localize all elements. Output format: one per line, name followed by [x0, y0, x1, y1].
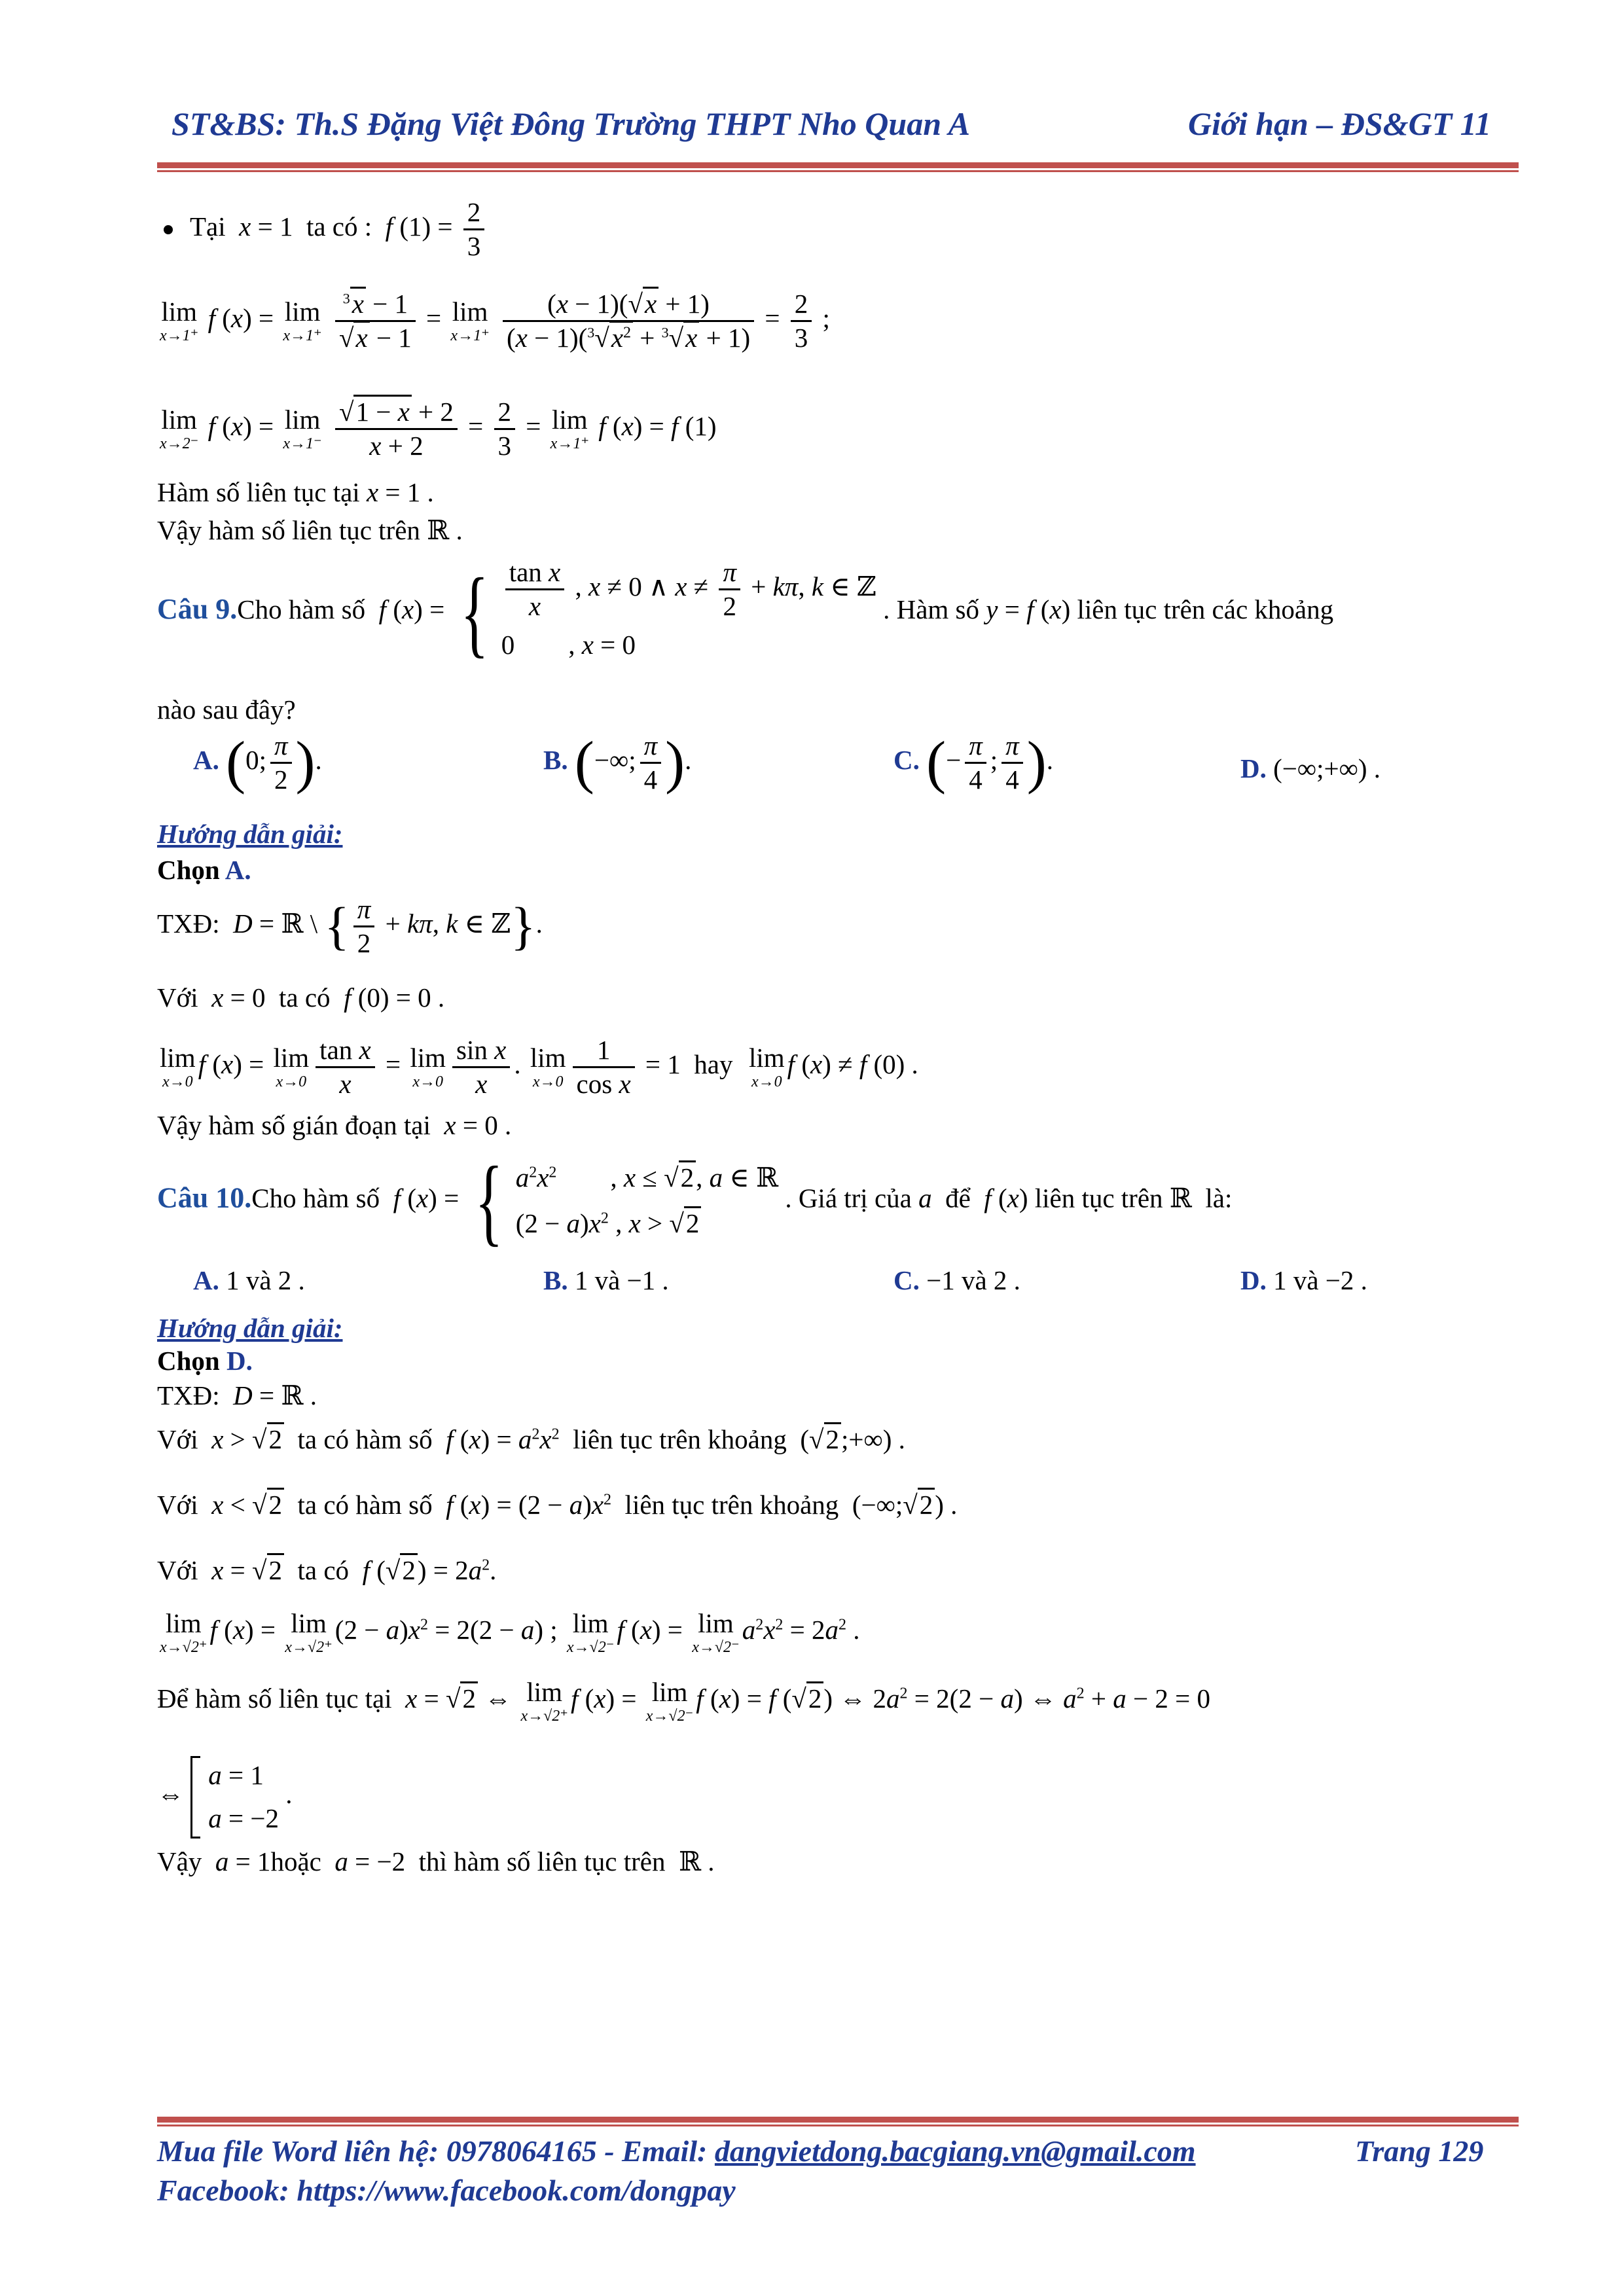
q10-option-c[interactable]: C. −1 và 2 .	[893, 1265, 1020, 1295]
q10-option-b[interactable]: B. 1 và −1 .	[543, 1265, 669, 1295]
footer-rule-thin	[157, 2125, 1519, 2126]
q9-option-b[interactable]: B. (−∞; $\frac{\pi}{4}$ ).	[543, 730, 692, 795]
footer-facebook[interactable]: Facebook: https://www.facebook.com/dongpay	[157, 2174, 736, 2207]
q9-limit: lim x→0 f (x) = lim x→0 $\frac{\text{tan x}}{x}$ = lim x→0 $\frac{\text{sin x}}{x}$ . lim x→0 $\frac{1}{\text{cos x}}$ = 1 hay lim x→0 f (x) ≠ f (0) .	[160, 1035, 918, 1100]
q9-domain: TXĐ: D = ℝ \ { $\frac{\pi}{2}$ + kπ, k ∈ ℤ}.	[157, 894, 543, 959]
line-lien-tuc-tai-1: Hàm số liên tục tại x = 1 .	[157, 477, 434, 507]
footer-email-link[interactable]: dangvietdong.bacgiang.vn@gmail.com	[714, 2134, 1196, 2168]
header-rule	[157, 162, 1519, 168]
limit-right-1: lim x→1⁺ f (x) = lim x→1⁺ $\frac{^3x - 1}{√x - 1}$ = lim x→1⁺ $\frac{(x - 1)(√x + 1)}{(x - 1)(^3√x^2 + ^3√x + 1)}$ = $\frac{2}{3}$ ;	[157, 288, 830, 354]
q9-conclusion: Vậy hàm số gián đoạn tại x = 0 .	[157, 1110, 512, 1140]
q9-choice: Chọn A.	[157, 855, 251, 885]
footer-page-number: Trang 129	[1355, 2134, 1484, 2168]
q10-case-equal: Với x = √2 ta có f $(√2) = 2a^2$.	[157, 1554, 496, 1586]
q10-solutions: ⇔ a = 1 a = −2 .	[157, 1754, 293, 1840]
line-tai-x1: Tại x = 1 ta có : f (1) = $\frac{2}{3}$	[164, 196, 488, 262]
q10-choice: Chọn D.	[157, 1346, 253, 1376]
q10-domain: TXĐ: D = ℝ .	[157, 1380, 317, 1410]
q10-case-greater: Với x > √2 ta có hàm số f $(x) = a^2x^2$ liên tục trên khoảng (√2;+∞) .	[157, 1424, 905, 1455]
footer-rule	[157, 2117, 1519, 2123]
q10-condition: Để hàm số liên tục tại x = √2 ⇔ lim x→√2⁺ f (x) = lim x→√2⁻ f (x) = f (√2) ⇔ $2a^2 = 2(2 - a)$ ⇔ $a^2 + a - 2 = 0$	[157, 1677, 1210, 1725]
q10-conclusion: Vậy a = 1hoặc a = −2 thì hàm số liên tục trên ℝ .	[157, 1846, 715, 1876]
question-9-cont: nào sau đây?	[157, 694, 296, 725]
q9-option-a[interactable]: A. (0; $\frac{\pi}{2}$ ).	[193, 730, 322, 795]
q10-limits: lim x→√2⁺ f (x) = lim x→√2⁺ $(2 - a)x^2 = 2(2 - a)$ ; lim x→√2⁻ f (x) = lim x→√2⁻ $a^2x^2 = 2a^2$ .	[160, 1608, 860, 1656]
q9-solution-heading: Hướng dẫn giải:	[157, 819, 343, 849]
q9-f0: Với x = 0 ta có f (0) = 0 .	[157, 982, 445, 1013]
footer-contact: Mua file Word liên hệ: 0978064165 - Email: dangvietdong.bacgiang.vn@gmail.com	[157, 2134, 1196, 2168]
limit-left-1: lim x→2⁻ f (x) = lim x→1⁻ $\frac{√1 - x + 2}{x + 2}$ = $\frac{2}{3}$ = lim x→1⁺ f (x) = f (1)	[157, 396, 717, 462]
header-left: ST&BS: Th.S Đặng Việt Đông Trường THPT Nho Quan A	[171, 105, 970, 142]
header-right: Giới hạn – ĐS&GT 11	[1188, 105, 1492, 142]
q10-solution-heading: Hướng dẫn giải:	[157, 1313, 343, 1343]
q9-option-c[interactable]: C. (− $\frac{\pi}{4}$ ; $\frac{\pi}{4}$ ).	[893, 730, 1053, 795]
line-vay-lien-tuc: Vậy hàm số liên tục trên ℝ .	[157, 515, 463, 545]
q10-case-less: Với x < √2 ta có hàm số f $(x) = (2 - a)x^2$ liên tục trên khoảng (−∞;√2) .	[157, 1489, 957, 1520]
q10-option-d[interactable]: D. 1 và −2 .	[1240, 1265, 1367, 1295]
header-rule-thin	[157, 170, 1519, 172]
question-10: Câu 10.Cho hàm số f (x) = { $a^2x^2$ , x ≤ √2, a ∈ ℝ $(2 - a)x^2$ , x > √2 . Giá trị của a để f (x) liên tục trên ℝ là:	[157, 1147, 1233, 1255]
q10-option-a[interactable]: A. 1 và 2 .	[193, 1265, 305, 1295]
question-9: Câu 9.Cho hàm số f (x) = { $\frac{\text{tan x}}{x}$ , x ≠ 0 ∧ x ≠ $\frac{\pi}{2}$ + kπ, k ∈ ℤ 0 , x = 0 . Hàm số y = f (x) liên tục trên các khoảng	[157, 557, 1334, 667]
q9-option-d[interactable]: D. (−∞;+∞) .	[1240, 753, 1381, 783]
bullet-icon	[164, 225, 173, 234]
